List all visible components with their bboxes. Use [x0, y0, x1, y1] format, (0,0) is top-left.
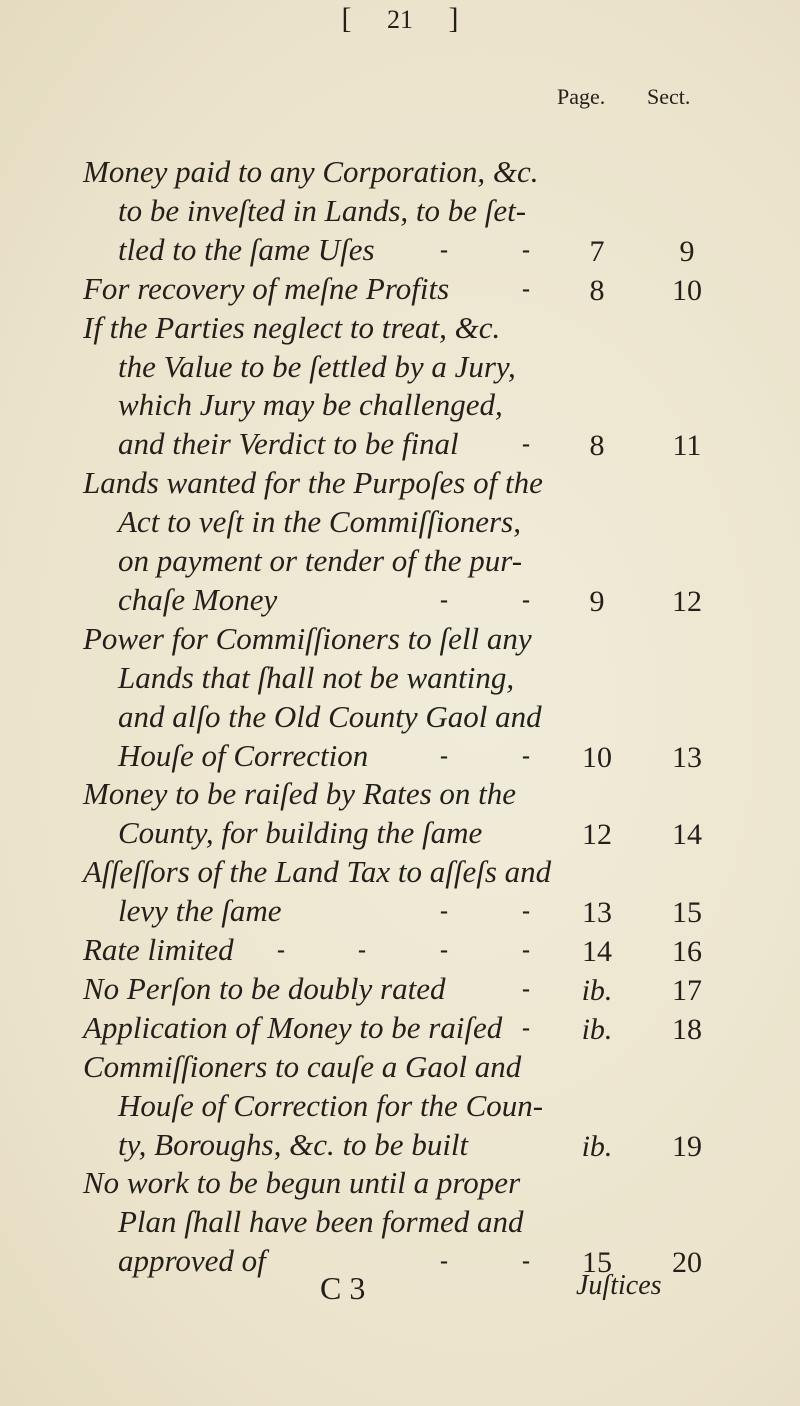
entry-text: Application of Money to be raiſed: [83, 1009, 503, 1045]
page-ref: 13: [582, 896, 612, 930]
index-line: [0, 542, 800, 580]
index-line: [0, 348, 800, 386]
entry-text: and alſo the Old County Gaol and: [118, 698, 542, 734]
entry-text: Power for Commiſſioners to ſell any: [83, 620, 532, 656]
section-ref: 9: [679, 234, 695, 268]
leader-dash: -: [522, 431, 530, 458]
entry-text: Lands that ſhall not be wanting,: [118, 659, 515, 695]
page-ref: 10: [582, 740, 612, 774]
index-line: [0, 814, 800, 852]
section-ref: 14: [672, 818, 702, 852]
index-line: [0, 1048, 800, 1086]
index-line: [0, 503, 800, 541]
entry-text: levy the ſame: [118, 893, 282, 929]
page-ref: 8: [589, 273, 605, 307]
leader-dash: -: [522, 586, 530, 613]
index-line: [0, 892, 800, 930]
entry-text: Commiſſioners to cauſe a Gaol and: [83, 1048, 522, 1084]
entry-text: Act to veſt in the Commiſſioners,: [118, 504, 521, 540]
entry-text: If the Parties neglect to treat, &c.: [83, 309, 501, 345]
entry-text: Money paid to any Corporation, &c.: [83, 154, 539, 189]
entry-text: Money to be raiſed by Rates on the: [83, 776, 517, 812]
index-line: [0, 309, 800, 347]
leader-dash: -: [358, 937, 366, 963]
leader-dash: -: [522, 742, 530, 769]
leader-dash: -: [277, 937, 285, 963]
section-ref: 15: [672, 896, 702, 930]
entry-text: chaſe Money: [118, 581, 278, 617]
index-line: [0, 698, 800, 736]
section-ref: 13: [672, 740, 702, 774]
leader-dash: -: [440, 1248, 448, 1275]
index-line: [0, 970, 800, 1008]
entry-text: the Value to be ſettled by a Jury,: [118, 348, 516, 384]
entry-text: Houſe of Correction for the Coun-: [118, 1087, 544, 1123]
section-ref: 18: [672, 1012, 702, 1046]
leader-dash: -: [440, 898, 448, 925]
catchword: Juſtices: [576, 1270, 662, 1301]
entry-text: No work to be begun until a proper: [83, 1165, 521, 1201]
page-ref: ib.: [581, 1129, 613, 1163]
section-ref: 17: [672, 973, 702, 1007]
section-ref: 10: [672, 273, 702, 307]
leader-dash: -: [522, 1014, 530, 1041]
index-line: [0, 620, 800, 658]
index-line: [0, 853, 800, 891]
page-header: [0, 2, 800, 36]
entry-text: Rate limited: [83, 932, 234, 967]
entry-text: ty, Boroughs, &c. to be built: [118, 1126, 469, 1162]
index-line: [0, 1164, 800, 1202]
page-ref: 9: [589, 584, 605, 618]
bracket-close: ]: [448, 2, 459, 35]
entry-text: Houſe of Correction: [118, 737, 369, 773]
index-line: [0, 1203, 800, 1241]
bracket-open: [: [341, 2, 352, 35]
index-line: [0, 425, 800, 463]
leader-dash: -: [522, 275, 530, 302]
entry-text: For recovery of meſne Profits: [83, 270, 450, 306]
entry-text: which Jury may be challenged,: [118, 387, 503, 423]
index-line: [0, 192, 800, 230]
index-line: [0, 775, 800, 813]
page-ref: 14: [582, 935, 612, 968]
index-line: [0, 1242, 800, 1280]
page-ref: 15: [582, 1246, 612, 1280]
index-line: [0, 231, 800, 269]
index-line: [0, 386, 800, 424]
entry-text: Lands wanted for the Purpoſes of the: [83, 465, 543, 501]
leader-dash: -: [440, 586, 448, 613]
page-ref: 12: [582, 818, 612, 852]
leader-dash: -: [522, 975, 530, 1002]
section-ref: 12: [672, 584, 702, 618]
signature-mark: C 3: [320, 1270, 366, 1306]
entry-text: on payment or tender of the pur-: [118, 543, 523, 578]
page-number: 21: [387, 5, 413, 34]
page-ref: 7: [589, 234, 605, 268]
entry-text: approved of: [118, 1243, 266, 1279]
entry-text: Plan ſhall have been formed and: [118, 1204, 524, 1240]
leader-dash: -: [522, 937, 530, 963]
leader-dash: -: [522, 1248, 530, 1275]
entry-text: Aſſeſſors of the Land Tax to aſſeſs and: [83, 854, 552, 890]
entry-text: to be inveſted in Lands, to be ſet-: [118, 192, 527, 228]
column-header-page: Page.: [557, 84, 606, 109]
entry-text: No Perſon to be doubly rated: [83, 970, 446, 1006]
leader-dash: -: [522, 898, 530, 925]
index-line: [0, 464, 800, 502]
page-ref: ib.: [581, 1012, 613, 1046]
index-line: [0, 153, 800, 191]
index-line: [0, 270, 800, 308]
entry-text: and their Verdict to be final: [118, 426, 459, 462]
section-ref: 19: [672, 1129, 702, 1163]
leader-dash: -: [440, 236, 448, 263]
index-line: [0, 1126, 800, 1164]
index-line: [0, 1087, 800, 1125]
page-ref: ib.: [581, 973, 613, 1007]
leader-dash: -: [440, 742, 448, 769]
section-ref: 16: [672, 935, 702, 968]
index-line: [0, 737, 800, 775]
entry-text: tled to the ſame Uſes: [118, 231, 375, 267]
index-line: [0, 931, 800, 969]
section-ref: 20: [672, 1246, 702, 1280]
index-line: [0, 659, 800, 697]
section-ref: 11: [672, 429, 702, 463]
leader-dash: -: [440, 937, 448, 963]
index-line: [0, 581, 800, 619]
page-ref: 8: [589, 429, 605, 463]
index-line: [0, 1009, 800, 1047]
column-header-section: Sect.: [647, 84, 691, 109]
entry-text: County, for building the ſame: [118, 815, 483, 851]
leader-dash: -: [522, 236, 530, 263]
